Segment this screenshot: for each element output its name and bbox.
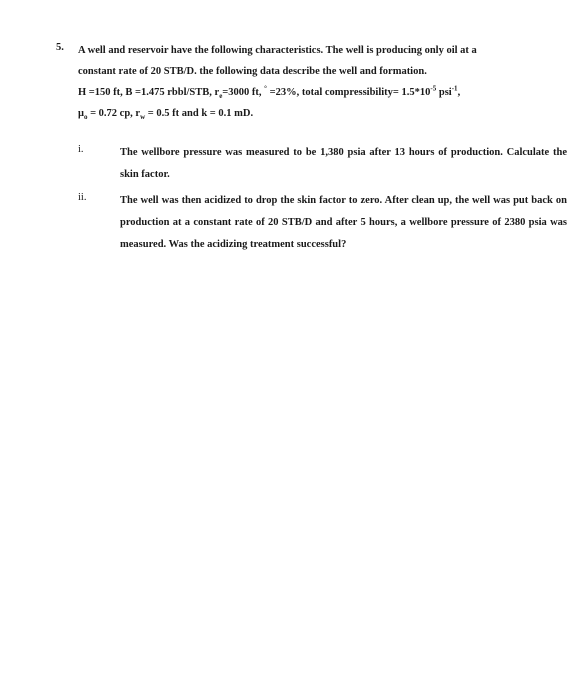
part-ii (78, 190, 567, 256)
viscosity-symbol: μ (78, 108, 84, 119)
degree-symbol: ° (264, 84, 267, 93)
part-text: The well was then acidized to drop the skin factor to zero. After clean up, the well was put back on production at a constant rate of 20 STB/D and after 5 hours, a wellbore pressure of 2380 psia was measured. Was the acidizing treatment successful? (120, 195, 567, 250)
question-parts (78, 142, 567, 256)
statement-line-3-data (78, 82, 567, 103)
subscript-e: e (219, 92, 223, 101)
statement-line-1: A well and reservoir have the following characteristics. The well is producing only oil at a (78, 45, 477, 56)
exponent-superscript: -5 (430, 84, 437, 93)
part-i (78, 142, 567, 186)
radius-text: =3000 ft, (222, 87, 265, 98)
part-number: i. (78, 144, 84, 155)
statement-line-2: constant rate of 20 STB/D. the following data describe the well and formation. (78, 66, 427, 77)
psi-unit-text: psi (436, 87, 452, 98)
part-number: ii. (78, 192, 87, 203)
thickness-volume-factor-text: H =150 ft, B =1.475 rbbl/STB, r (78, 87, 220, 98)
part-text: The wellbore pressure was measured to be 1,380 psia after 13 hours of production. Calculate the skin factor. (120, 147, 567, 180)
porosity-compressibility-text: =23%, total compressibility= 1.5*10 (266, 87, 431, 98)
subscript-o: o (83, 113, 88, 122)
question-number: 5. (56, 42, 64, 53)
question-statement (78, 40, 567, 124)
question-5 (56, 40, 567, 124)
inverse-superscript: -1 (451, 84, 458, 93)
statement-line-4-data (78, 103, 567, 124)
radius-permeability-text: = 0.5 ft and k = 0.1 mD. (145, 108, 254, 119)
subscript-w: w (140, 113, 146, 122)
comma-text: , (457, 87, 461, 98)
viscosity-radius-text: = 0.72 cp, r (87, 108, 141, 119)
